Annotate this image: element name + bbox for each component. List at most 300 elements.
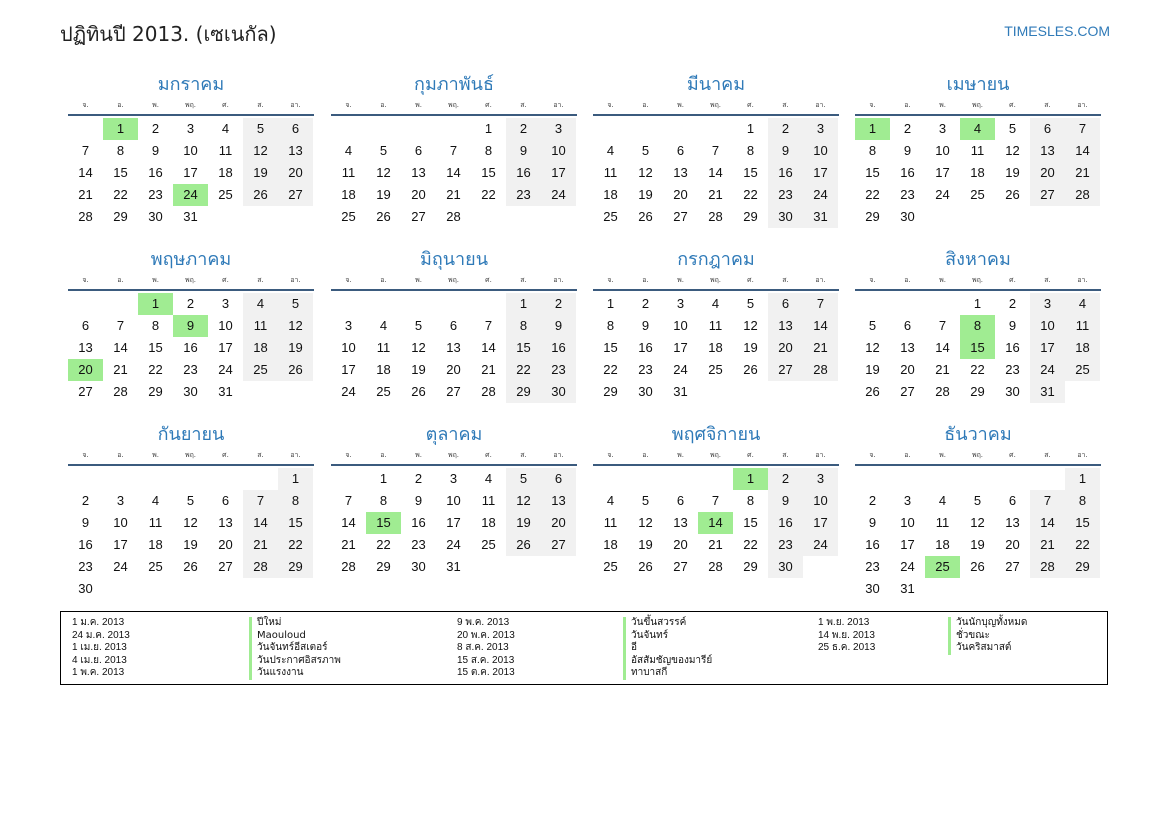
day-cell: 25 bbox=[341, 209, 356, 224]
day-cell: 19 bbox=[865, 362, 880, 377]
weekday-label: พฤ. bbox=[447, 101, 460, 109]
day-cell: 28 bbox=[446, 209, 461, 224]
day-cell: 13 bbox=[673, 165, 688, 180]
weekday-label: พฤ. bbox=[184, 101, 197, 109]
day-cell: 7 bbox=[344, 493, 353, 508]
legend-holiday-name: วันคริสมาสต์ bbox=[948, 642, 1011, 655]
day-cell: 19 bbox=[411, 362, 426, 377]
legend-date: 1 ม.ค. 2013 bbox=[72, 617, 125, 628]
empty-cell bbox=[331, 293, 366, 315]
legend-holiday-name: Maouloud bbox=[249, 630, 306, 643]
weekday-label: จ. bbox=[607, 101, 614, 109]
day-cell: 14 bbox=[803, 315, 838, 337]
empty-cell bbox=[103, 468, 138, 490]
legend-date: 8 ส.ค. 2013 bbox=[457, 642, 509, 653]
day-cell: 27 bbox=[900, 384, 915, 399]
day-cell: 15 bbox=[481, 165, 496, 180]
weekday-header bbox=[855, 273, 1101, 291]
day-cell: 23 bbox=[148, 187, 163, 202]
day-cell: 3 bbox=[938, 121, 947, 136]
day-cell: 12 bbox=[970, 515, 985, 530]
day-cell: 13 bbox=[411, 165, 426, 180]
weekday-label: อ. bbox=[642, 451, 649, 459]
day-cell: 26 bbox=[376, 209, 391, 224]
day-cell: 30 bbox=[768, 556, 803, 578]
day-cell: 10 bbox=[183, 143, 198, 158]
day-cell: 2 bbox=[768, 468, 803, 490]
day-cell: 27 bbox=[673, 559, 688, 574]
day-cell: 14 bbox=[935, 340, 950, 355]
month-calendar bbox=[593, 422, 839, 578]
day-cell: 10 bbox=[218, 318, 233, 333]
day-cell: 3 bbox=[803, 468, 838, 490]
day-cell: 22 bbox=[376, 537, 391, 552]
month-name: กุมภาพันธ์ bbox=[414, 74, 494, 95]
day-cell: 20 bbox=[900, 362, 915, 377]
weekday-label: พ. bbox=[152, 451, 159, 459]
day-cell: 24 bbox=[218, 362, 233, 377]
weekday-label: อา. bbox=[290, 101, 301, 109]
weekday-label: พฤ. bbox=[709, 276, 722, 284]
day-cell: 26 bbox=[743, 362, 758, 377]
day-cell: 4 bbox=[379, 318, 388, 333]
day-cell: 27 bbox=[1005, 559, 1020, 574]
weekday-label: ส. bbox=[1044, 101, 1051, 109]
day-cell: 22 bbox=[603, 362, 618, 377]
legend-date: 25 ธ.ค. 2013 bbox=[818, 642, 876, 653]
empty-cell bbox=[663, 468, 698, 490]
legend-date: 24 ม.ค. 2013 bbox=[72, 629, 130, 641]
empty-cell bbox=[68, 293, 103, 315]
weekday-label: ส. bbox=[782, 101, 789, 109]
legend-date: 15 ส.ค. 2013 bbox=[457, 654, 515, 666]
day-cell: 14 bbox=[341, 515, 356, 530]
day-cell: 25 bbox=[708, 362, 723, 377]
day-cell: 2 bbox=[541, 293, 576, 315]
day-cell: 21 bbox=[1065, 162, 1100, 184]
day-cell: 8 bbox=[151, 318, 160, 333]
weekday-label: ศ. bbox=[222, 451, 229, 459]
day-cell: 12 bbox=[183, 515, 198, 530]
day-cell: 28 bbox=[243, 556, 278, 578]
day-cell: 24 bbox=[935, 187, 950, 202]
legend-date: 1 พ.ค. 2013 bbox=[72, 667, 125, 678]
legend-holiday-name: วันแรงงาน bbox=[249, 667, 303, 680]
day-cell: 12 bbox=[411, 340, 426, 355]
day-cell: 24 bbox=[1030, 359, 1065, 381]
day-cell: 23 bbox=[900, 187, 915, 202]
month-name: กันยายน bbox=[157, 424, 225, 445]
day-cell: 6 bbox=[81, 318, 90, 333]
day-cell: 25 bbox=[218, 187, 233, 202]
day-cell: 20 bbox=[541, 512, 576, 534]
day-cell: 15 bbox=[865, 165, 880, 180]
day-cell: 7 bbox=[1030, 490, 1065, 512]
day-cell: 16 bbox=[768, 162, 803, 184]
empty-cell bbox=[925, 468, 960, 490]
day-cell: 2 bbox=[768, 118, 803, 140]
month-calendar bbox=[331, 422, 577, 578]
day-cell: 16 bbox=[148, 165, 163, 180]
weekday-header bbox=[68, 98, 314, 116]
weekday-label: จ. bbox=[607, 451, 614, 459]
empty-cell bbox=[366, 293, 401, 315]
day-cell: 3 bbox=[116, 493, 125, 508]
day-cell: 5 bbox=[746, 296, 755, 311]
weekday-label: ศ. bbox=[222, 276, 229, 284]
day-cell: 1 bbox=[379, 471, 388, 486]
day-cell: 25 bbox=[603, 559, 618, 574]
day-cell: 26 bbox=[411, 384, 426, 399]
day-cell: 29 bbox=[113, 209, 128, 224]
weekday-label: พฤ. bbox=[447, 276, 460, 284]
holiday-day-cell: 25 bbox=[925, 556, 960, 578]
day-cell: 13 bbox=[1030, 140, 1065, 162]
site-link[interactable]: TIMESLES.COM bbox=[1004, 23, 1110, 39]
day-cell: 28 bbox=[78, 209, 93, 224]
day-cell: 28 bbox=[113, 384, 128, 399]
day-grid bbox=[855, 118, 1101, 228]
day-cell: 18 bbox=[708, 340, 723, 355]
day-cell: 13 bbox=[446, 340, 461, 355]
holiday-day-cell: 8 bbox=[960, 315, 995, 337]
day-cell: 30 bbox=[865, 581, 880, 596]
holiday-day-cell: 1 bbox=[103, 118, 138, 140]
weekday-label: พ. bbox=[677, 451, 684, 459]
day-cell: 27 bbox=[673, 209, 688, 224]
day-cell: 2 bbox=[868, 493, 877, 508]
day-cell: 31 bbox=[218, 384, 233, 399]
day-cell: 31 bbox=[183, 209, 198, 224]
day-cell: 25 bbox=[1065, 359, 1100, 381]
day-cell: 21 bbox=[1030, 534, 1065, 556]
day-cell: 21 bbox=[341, 537, 356, 552]
day-cell: 2 bbox=[414, 471, 423, 486]
day-cell: 27 bbox=[218, 559, 233, 574]
weekday-label: พ. bbox=[152, 276, 159, 284]
day-cell: 23 bbox=[541, 359, 576, 381]
weekday-label: พฤ. bbox=[971, 101, 984, 109]
day-cell: 3 bbox=[221, 296, 230, 311]
day-cell: 17 bbox=[935, 165, 950, 180]
day-cell: 19 bbox=[638, 187, 653, 202]
day-cell: 17 bbox=[113, 537, 128, 552]
day-cell: 25 bbox=[603, 209, 618, 224]
weekday-label: อา. bbox=[1077, 276, 1088, 284]
day-cell: 3 bbox=[344, 318, 353, 333]
day-grid bbox=[593, 468, 839, 578]
weekday-label: ส. bbox=[257, 101, 264, 109]
day-cell: 23 bbox=[1005, 362, 1020, 377]
day-cell: 16 bbox=[1005, 340, 1020, 355]
day-cell: 9 bbox=[414, 493, 423, 508]
holiday-legend bbox=[60, 611, 1108, 685]
weekday-header bbox=[593, 98, 839, 116]
day-cell: 29 bbox=[278, 556, 313, 578]
weekday-label: ศ. bbox=[747, 101, 754, 109]
empty-cell bbox=[103, 293, 138, 315]
day-cell: 24 bbox=[541, 184, 576, 206]
day-cell: 31 bbox=[803, 206, 838, 228]
day-cell: 6 bbox=[1008, 493, 1017, 508]
day-cell: 17 bbox=[218, 340, 233, 355]
day-cell: 13 bbox=[541, 490, 576, 512]
day-cell: 4 bbox=[606, 143, 615, 158]
month-calendar bbox=[68, 72, 314, 228]
weekday-label: จ. bbox=[345, 101, 352, 109]
day-cell: 15 bbox=[278, 512, 313, 534]
empty-cell bbox=[138, 468, 173, 490]
month-calendar bbox=[331, 72, 577, 228]
day-cell: 25 bbox=[376, 384, 391, 399]
empty-cell bbox=[628, 118, 663, 140]
day-cell: 24 bbox=[446, 537, 461, 552]
day-cell: 7 bbox=[484, 318, 493, 333]
legend-holiday-name: วันจันทร์ bbox=[623, 630, 668, 643]
day-cell: 10 bbox=[673, 318, 688, 333]
day-cell: 15 bbox=[743, 165, 758, 180]
day-cell: 1 bbox=[1065, 468, 1100, 490]
weekday-label: พ. bbox=[152, 101, 159, 109]
day-cell: 31 bbox=[673, 384, 688, 399]
day-cell: 18 bbox=[243, 337, 278, 359]
day-cell: 23 bbox=[768, 534, 803, 556]
day-cell: 8 bbox=[606, 318, 615, 333]
weekday-label: อ. bbox=[642, 101, 649, 109]
day-cell: 11 bbox=[148, 515, 163, 530]
legend-holiday-name: วันประกาศอิสรภาพ bbox=[249, 655, 341, 668]
day-cell: 21 bbox=[78, 187, 93, 202]
month-name: กรกฎาคม bbox=[677, 249, 755, 270]
day-cell: 10 bbox=[935, 143, 950, 158]
weekday-label: พฤ. bbox=[971, 451, 984, 459]
legend-date: 14 พ.ย. 2013 bbox=[818, 629, 875, 641]
month-name: พฤศจิกายน bbox=[671, 424, 761, 445]
day-cell: 13 bbox=[78, 340, 93, 355]
weekday-label: อ. bbox=[380, 451, 387, 459]
legend-date: 9 พ.ค. 2013 bbox=[457, 617, 510, 628]
weekday-label: พฤ. bbox=[184, 276, 197, 284]
weekday-label: อา. bbox=[815, 451, 826, 459]
day-cell: 6 bbox=[768, 293, 803, 315]
day-cell: 9 bbox=[903, 143, 912, 158]
weekday-label: ส. bbox=[1044, 276, 1051, 284]
weekday-label: จ. bbox=[345, 276, 352, 284]
day-cell: 7 bbox=[81, 143, 90, 158]
day-cell: 5 bbox=[506, 468, 541, 490]
empty-cell bbox=[698, 118, 733, 140]
day-cell: 17 bbox=[1030, 337, 1065, 359]
day-cell: 24 bbox=[341, 384, 356, 399]
weekday-label: พ. bbox=[939, 451, 946, 459]
day-cell: 20 bbox=[1005, 537, 1020, 552]
day-cell: 17 bbox=[446, 515, 461, 530]
weekday-label: อา. bbox=[815, 101, 826, 109]
weekday-label: พ. bbox=[415, 451, 422, 459]
empty-cell bbox=[331, 468, 366, 490]
weekday-label: ส. bbox=[782, 276, 789, 284]
day-cell: 14 bbox=[1030, 512, 1065, 534]
weekday-label: ศ. bbox=[747, 276, 754, 284]
day-cell: 21 bbox=[446, 187, 461, 202]
weekday-header bbox=[68, 448, 314, 466]
day-cell: 11 bbox=[603, 515, 618, 530]
day-cell: 30 bbox=[1005, 384, 1020, 399]
empty-cell bbox=[68, 118, 103, 140]
weekday-label: อ. bbox=[380, 276, 387, 284]
weekday-label: อา. bbox=[553, 276, 564, 284]
day-cell: 15 bbox=[506, 337, 541, 359]
day-cell: 6 bbox=[903, 318, 912, 333]
day-cell: 30 bbox=[768, 206, 803, 228]
weekday-label: อ. bbox=[904, 101, 911, 109]
month-name: มีนาคม bbox=[686, 74, 746, 95]
holiday-day-cell: 15 bbox=[366, 512, 401, 534]
empty-cell bbox=[366, 118, 401, 140]
weekday-label: จ. bbox=[607, 276, 614, 284]
day-cell: 12 bbox=[376, 165, 391, 180]
day-cell: 11 bbox=[1065, 315, 1100, 337]
day-cell: 18 bbox=[1065, 337, 1100, 359]
day-cell: 30 bbox=[638, 384, 653, 399]
day-cell: 18 bbox=[481, 515, 496, 530]
day-cell: 1 bbox=[606, 296, 615, 311]
day-cell: 22 bbox=[481, 187, 496, 202]
month-name: มกราคม bbox=[157, 74, 225, 95]
day-cell: 11 bbox=[481, 493, 496, 508]
day-cell: 19 bbox=[970, 537, 985, 552]
day-cell: 14 bbox=[481, 340, 496, 355]
day-grid bbox=[593, 293, 839, 403]
day-cell: 17 bbox=[673, 340, 688, 355]
day-cell: 17 bbox=[341, 362, 356, 377]
weekday-label: จ. bbox=[869, 451, 876, 459]
day-cell: 21 bbox=[708, 187, 723, 202]
legend-holiday-name: วันนักบุญทั้งหมด bbox=[948, 617, 1027, 630]
day-cell: 9 bbox=[151, 143, 160, 158]
day-cell: 25 bbox=[148, 559, 163, 574]
holiday-day-cell: 15 bbox=[960, 337, 995, 359]
weekday-label: อ. bbox=[117, 276, 124, 284]
day-cell: 30 bbox=[900, 209, 915, 224]
day-cell: 1 bbox=[506, 293, 541, 315]
day-cell: 14 bbox=[113, 340, 128, 355]
day-cell: 8 bbox=[1065, 490, 1100, 512]
day-cell: 27 bbox=[411, 209, 426, 224]
day-cell: 28 bbox=[1030, 556, 1065, 578]
day-cell: 19 bbox=[743, 340, 758, 355]
day-cell: 15 bbox=[1065, 512, 1100, 534]
empty-cell bbox=[436, 118, 471, 140]
holiday-day-cell: 4 bbox=[960, 118, 995, 140]
month-name: พฤษภาคม bbox=[150, 249, 232, 270]
legend-holiday-name: ชั่วขณะ bbox=[948, 630, 990, 643]
day-cell: 1 bbox=[746, 121, 755, 136]
day-cell: 27 bbox=[541, 534, 576, 556]
weekday-label: ส. bbox=[257, 276, 264, 284]
weekday-label: จ. bbox=[869, 101, 876, 109]
day-cell: 5 bbox=[973, 493, 982, 508]
day-cell: 8 bbox=[506, 315, 541, 337]
weekday-label: พ. bbox=[677, 276, 684, 284]
day-grid bbox=[68, 468, 314, 600]
day-cell: 1 bbox=[484, 121, 493, 136]
day-cell: 6 bbox=[221, 493, 230, 508]
day-cell: 22 bbox=[506, 359, 541, 381]
day-cell: 14 bbox=[78, 165, 93, 180]
day-cell: 2 bbox=[1008, 296, 1017, 311]
month-name: ธันวาคม bbox=[944, 424, 1012, 445]
day-cell: 29 bbox=[970, 384, 985, 399]
day-cell: 23 bbox=[183, 362, 198, 377]
day-cell: 28 bbox=[803, 359, 838, 381]
day-cell: 11 bbox=[708, 318, 723, 333]
day-cell: 2 bbox=[506, 118, 541, 140]
day-cell: 22 bbox=[743, 187, 758, 202]
weekday-label: ส. bbox=[782, 451, 789, 459]
legend-holiday-name: ทาบาสกี bbox=[623, 667, 667, 680]
day-cell: 21 bbox=[708, 537, 723, 552]
weekday-label: ศ. bbox=[222, 101, 229, 109]
day-cell: 22 bbox=[865, 187, 880, 202]
day-cell: 10 bbox=[446, 493, 461, 508]
month-name: มิถุนายน bbox=[419, 249, 489, 270]
day-cell: 5 bbox=[1008, 121, 1017, 136]
day-cell: 19 bbox=[638, 537, 653, 552]
weekday-label: ส. bbox=[520, 101, 527, 109]
legend-holiday-name: วันจันทร์อีสเตอร์ bbox=[249, 642, 328, 655]
weekday-label: พฤ. bbox=[447, 451, 460, 459]
weekday-label: ศ. bbox=[485, 451, 492, 459]
empty-cell bbox=[68, 468, 103, 490]
holiday-day-cell: 1 bbox=[733, 468, 768, 490]
day-cell: 20 bbox=[1030, 162, 1065, 184]
day-cell: 5 bbox=[641, 143, 650, 158]
day-cell: 21 bbox=[481, 362, 496, 377]
day-cell: 26 bbox=[1005, 187, 1020, 202]
day-cell: 13 bbox=[218, 515, 233, 530]
month-calendar bbox=[855, 247, 1101, 403]
day-cell: 21 bbox=[113, 362, 128, 377]
empty-cell bbox=[628, 468, 663, 490]
day-cell: 2 bbox=[903, 121, 912, 136]
day-cell: 25 bbox=[970, 187, 985, 202]
day-cell: 8 bbox=[278, 490, 313, 512]
day-cell: 28 bbox=[935, 384, 950, 399]
day-cell: 16 bbox=[183, 340, 198, 355]
day-cell: 2 bbox=[641, 296, 650, 311]
empty-cell bbox=[243, 468, 278, 490]
day-cell: 16 bbox=[900, 165, 915, 180]
day-cell: 13 bbox=[1005, 515, 1020, 530]
day-cell: 5 bbox=[379, 143, 388, 158]
weekday-label: อ. bbox=[380, 101, 387, 109]
day-cell: 21 bbox=[935, 362, 950, 377]
day-cell: 22 bbox=[970, 362, 985, 377]
day-cell: 13 bbox=[673, 515, 688, 530]
day-cell: 23 bbox=[865, 559, 880, 574]
weekday-label: อ. bbox=[904, 451, 911, 459]
day-cell: 12 bbox=[278, 315, 313, 337]
day-cell: 11 bbox=[603, 165, 618, 180]
day-cell: 16 bbox=[411, 515, 426, 530]
day-cell: 4 bbox=[344, 143, 353, 158]
day-cell: 31 bbox=[900, 581, 915, 596]
day-cell: 13 bbox=[768, 315, 803, 337]
page-title: ปฏิทินปี 2013. (เซเนกัล) bbox=[60, 22, 277, 46]
day-cell: 1 bbox=[973, 296, 982, 311]
day-cell: 29 bbox=[148, 384, 163, 399]
